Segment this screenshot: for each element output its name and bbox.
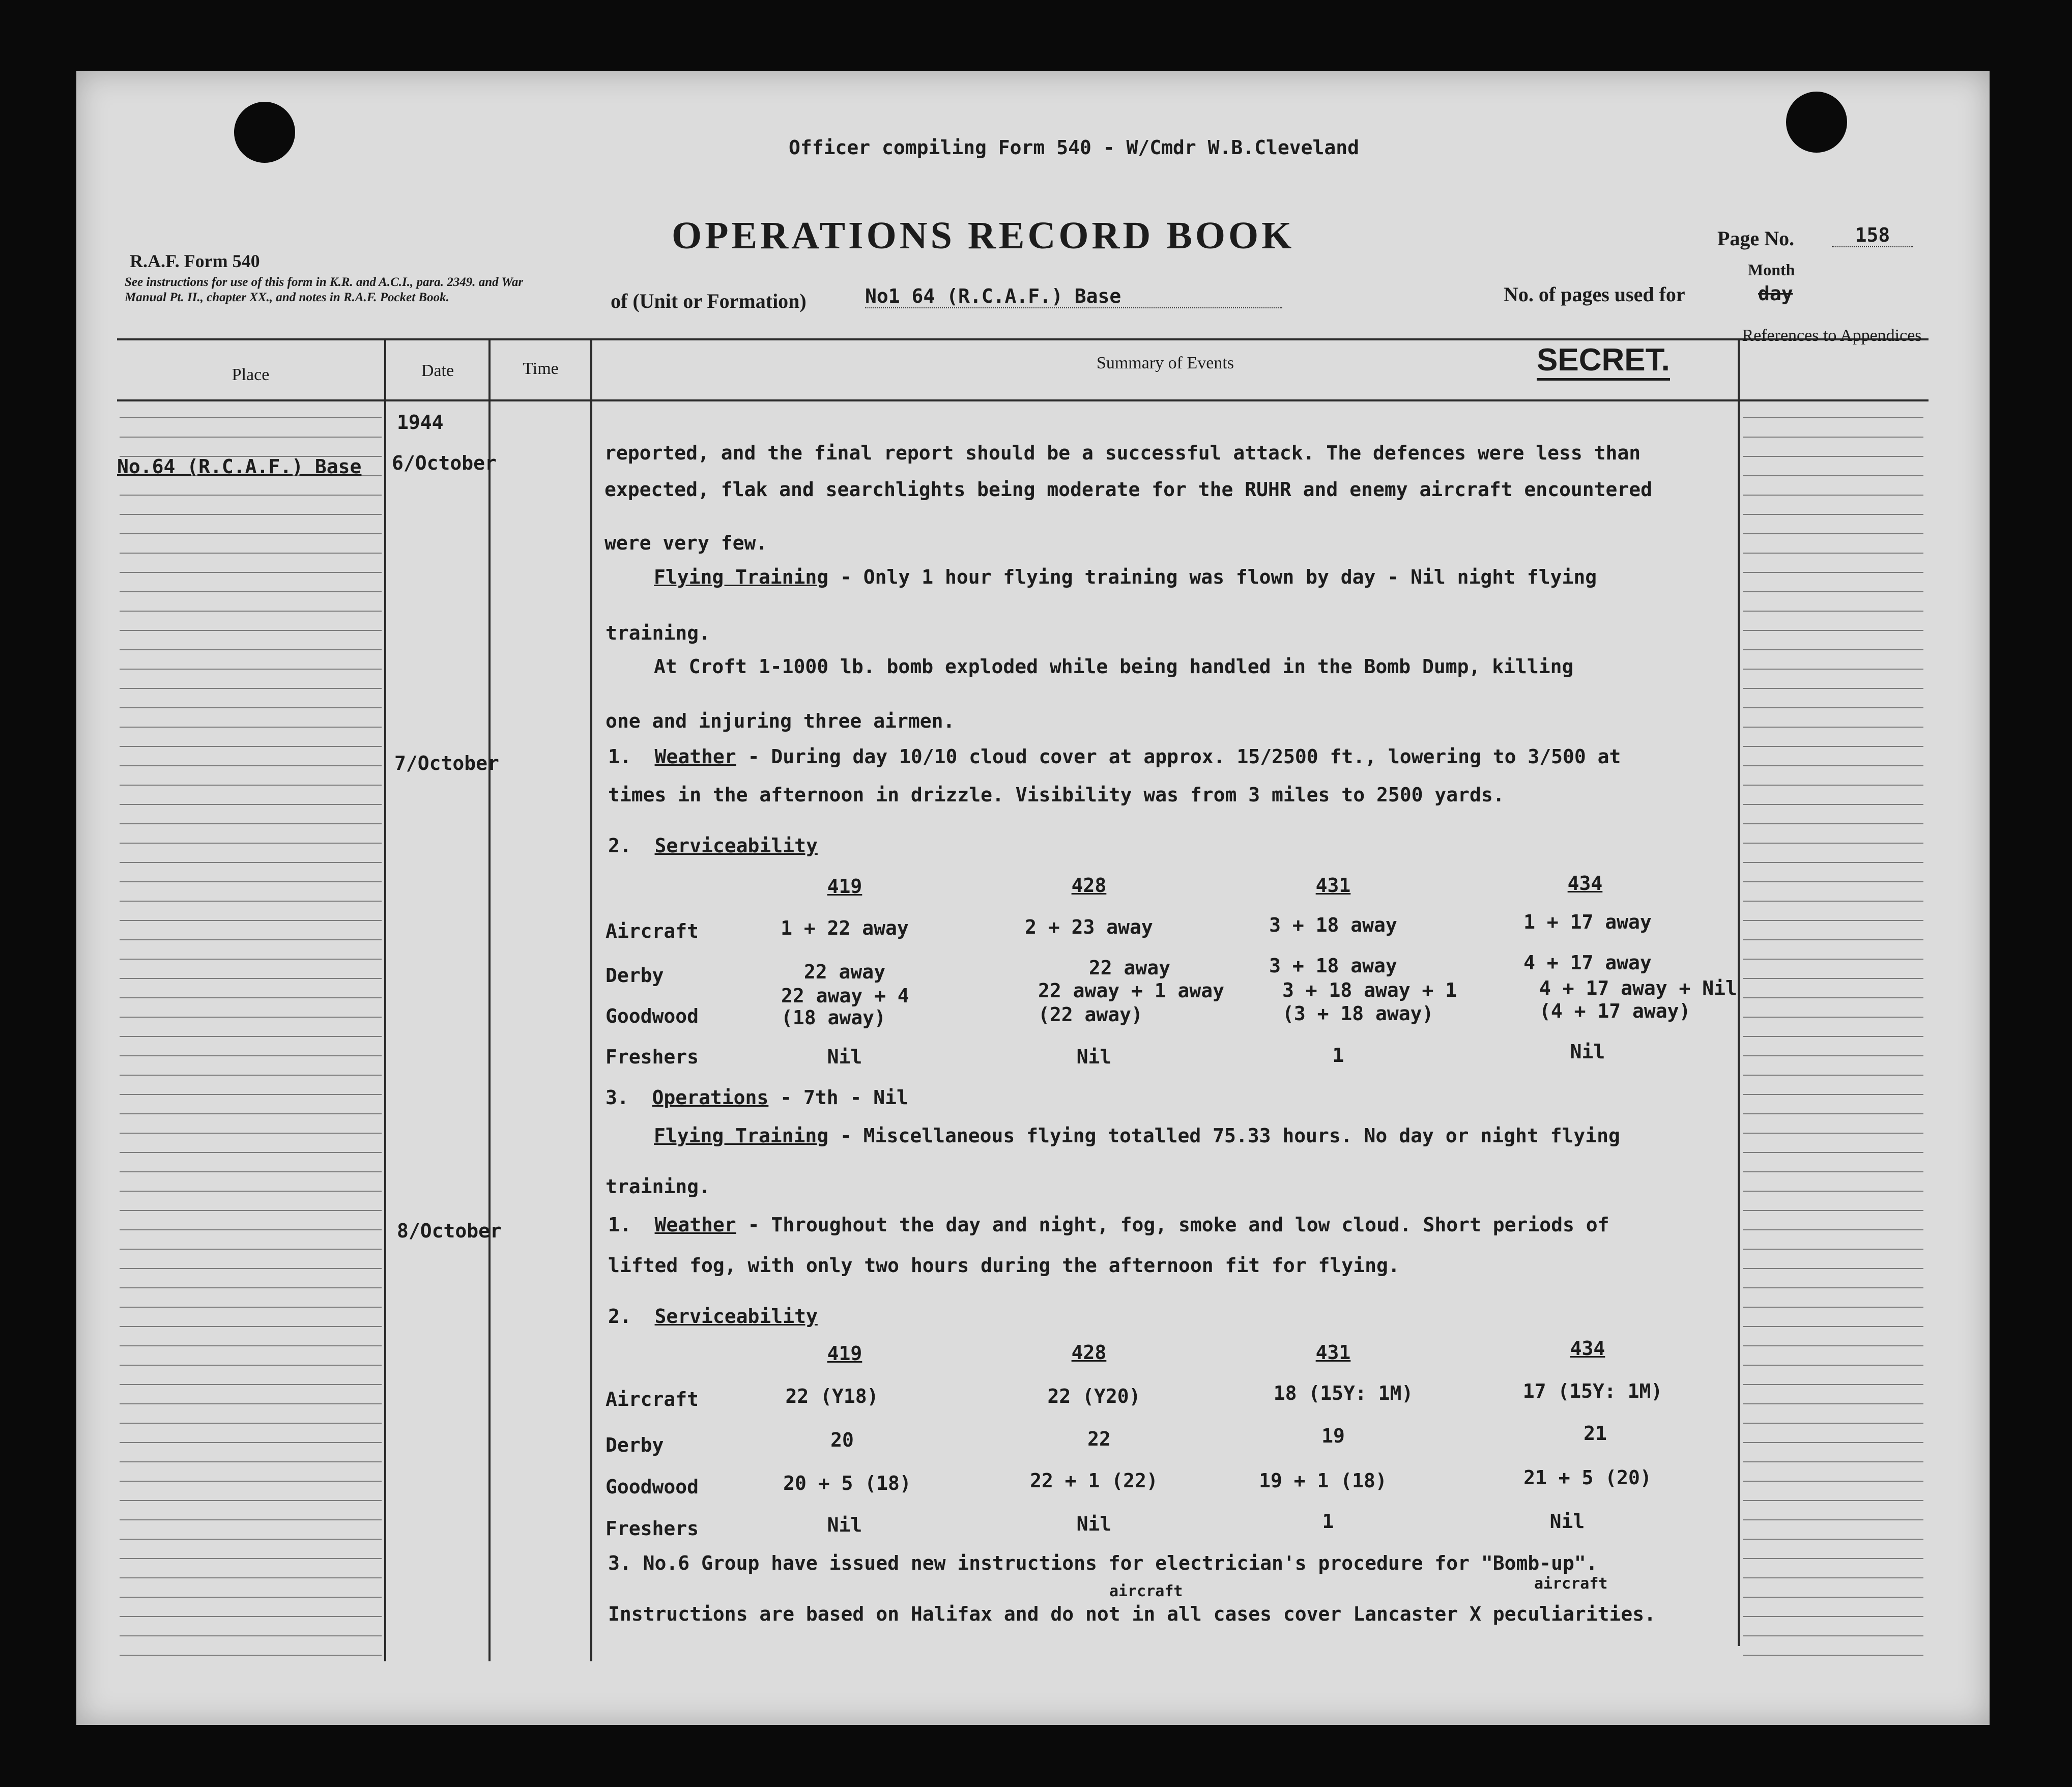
ruled-line (120, 1326, 382, 1327)
operations-7 (606, 1086, 908, 1109)
ruled-line (1743, 1365, 1923, 1366)
ruled-line (1743, 630, 1923, 631)
cell: 20 + 5 (18) (783, 1472, 911, 1494)
ruled-line (120, 611, 382, 612)
ruled-line (1743, 1461, 1923, 1462)
flying-training-6 (654, 566, 1597, 588)
ruled-line (120, 746, 382, 747)
summary-line: At Croft 1-1000 lb. bomb exploded while being handled in the Bomb Dump, killing (654, 655, 1574, 678)
secret-stamp: SECRET. (1537, 342, 1670, 381)
ruled-line (120, 1655, 382, 1656)
ruled-line (120, 978, 382, 979)
ruled-line (120, 1307, 382, 1308)
cell: (18 away) (781, 1006, 886, 1029)
ruled-line (120, 1345, 382, 1346)
ruled-line (120, 1268, 382, 1269)
instructions-line: Instructions are based on Halifax and do not in all cases cover Lancaster X peculiarities. (608, 1603, 1656, 1625)
summary-refs-divider (1738, 338, 1740, 1646)
ruled-line (120, 1597, 382, 1598)
ruled-line (120, 572, 382, 573)
row-label-derby: Derby (606, 1434, 664, 1456)
date-time-divider (488, 338, 491, 1661)
cell: Nil (827, 1514, 862, 1536)
ruled-line (120, 939, 382, 940)
row-label-freshers: Freshers (606, 1517, 699, 1540)
operations-text: - 7th - Nil (768, 1086, 908, 1109)
ruled-line (120, 1055, 382, 1056)
ruled-line (120, 901, 382, 902)
row-label-goodwood: Goodwood (606, 1476, 699, 1498)
ruled-line (120, 1017, 382, 1018)
ruled-line (120, 688, 382, 689)
flying-training-7 (654, 1125, 1620, 1147)
cell: 3 + 18 away (1269, 914, 1397, 936)
place-date-divider (384, 338, 386, 1661)
ruled-line (1743, 1171, 1923, 1172)
ruled-line (1743, 1287, 1923, 1288)
ruled-line (120, 1287, 382, 1288)
ruled-line (120, 1539, 382, 1540)
ruled-line (120, 920, 382, 921)
unit-value: No1 64 (R.C.A.F.) Base (865, 285, 1282, 308)
operations-heading: Operations (652, 1086, 769, 1109)
ruled-line (120, 630, 382, 631)
ruled-line (1743, 1229, 1923, 1230)
cell: 18 (15Y: 1M) (1273, 1382, 1414, 1404)
summary-line: training. (606, 622, 710, 644)
col-time: Time (523, 359, 559, 378)
ruled-line (120, 843, 382, 844)
date-7-october: 7/October (394, 752, 499, 774)
squadron-431: 431 (1315, 1341, 1351, 1364)
ruled-line (120, 1481, 382, 1482)
ruled-line (1743, 1423, 1923, 1424)
ruled-line (1743, 1635, 1923, 1636)
summary-line: were very few. (605, 532, 768, 554)
ruled-line (120, 1558, 382, 1559)
ruled-line (120, 1152, 382, 1153)
cell: 3 + 18 away (1269, 955, 1397, 977)
cell: Nil (827, 1046, 862, 1068)
ruled-line (1743, 417, 1923, 418)
cell: 2 + 23 away (1025, 916, 1153, 938)
page-number: 158 (1832, 224, 1913, 247)
cell: 20 (830, 1429, 854, 1451)
ruled-line (1743, 997, 1923, 998)
ruled-line (120, 765, 382, 766)
ruled-line (1743, 1113, 1923, 1114)
date-6-october: 6/October (392, 452, 497, 474)
form-id: R.A.F. Form 540 (130, 251, 260, 271)
ruled-line (120, 553, 382, 554)
row-label-freshers: Freshers (606, 1046, 699, 1068)
ruled-line (120, 1171, 382, 1172)
cell: 22 + 1 (22) (1030, 1469, 1158, 1492)
table-header-rule (117, 399, 1929, 401)
cell: Nil (1076, 1046, 1112, 1068)
ruled-line (1743, 1442, 1923, 1443)
serviceability-8 (608, 1305, 818, 1328)
pages-used-value: day (1758, 282, 1793, 305)
ruled-line (1743, 1055, 1923, 1056)
ruled-line (1743, 669, 1923, 670)
summary-line: lifted fog, with only two hours during the afternoon fit for flying. (608, 1254, 1400, 1277)
ruled-line (1743, 1539, 1923, 1540)
ruled-line (1743, 843, 1923, 844)
time-summary-divider (590, 338, 592, 1661)
squadron-431: 431 (1315, 874, 1351, 897)
cell: 17 (15Y: 1M) (1522, 1380, 1663, 1402)
squadron-428: 428 (1071, 874, 1107, 897)
ruled-line (1743, 823, 1923, 824)
weather-8 (608, 1214, 1609, 1236)
ruled-line (120, 417, 382, 418)
date-8-october: 8/October (397, 1220, 502, 1242)
ruled-line (120, 1210, 382, 1211)
ruled-line (120, 1094, 382, 1095)
ruled-line (1743, 1481, 1923, 1482)
ruled-line (1743, 920, 1923, 921)
ruled-line (1743, 785, 1923, 786)
ruled-line (1743, 939, 1923, 940)
ruled-line (1743, 1384, 1923, 1385)
ruled-line (1743, 591, 1923, 592)
ruled-line (120, 1191, 382, 1192)
ruled-line (120, 785, 382, 786)
ruled-line (1743, 1616, 1923, 1617)
summary-line: training. (606, 1175, 710, 1198)
cell: 1 + 17 away (1523, 911, 1652, 933)
ruled-line (120, 1519, 382, 1520)
ruled-line (1743, 514, 1923, 515)
ruled-line (120, 1365, 382, 1366)
col-date: Date (421, 361, 454, 380)
cell: 4 + 17 away + Nil (1539, 977, 1737, 999)
row-label-aircraft: Aircraft (606, 920, 699, 942)
ruled-line (1743, 533, 1923, 534)
squadron-428: 428 (1071, 1341, 1107, 1364)
cell: 19 + 1 (18) (1259, 1469, 1387, 1492)
ruled-line (1743, 727, 1923, 728)
cell: 22 away + 4 (781, 985, 909, 1007)
unit-label: of (Unit or Formation) (611, 290, 807, 312)
ruled-line (120, 669, 382, 670)
form-instructions: See instructions for use of this form in K.R. and A.C.I., para. 2349. and War Manual Pt. II., chapter XX., and notes in R.A.F. Pocket Book. (125, 275, 524, 304)
ruled-line (1743, 1210, 1923, 1211)
cell: 22 away (1088, 957, 1171, 979)
cell: (4 + 17 away) (1539, 1000, 1691, 1022)
row-label-aircraft: Aircraft (606, 1388, 699, 1410)
instructions-line: 3. No.6 Group have issued new instructions for electrician's procedure for "Bomb-up". (608, 1552, 1598, 1574)
ruled-line (120, 1577, 382, 1578)
ruled-line (1743, 1307, 1923, 1308)
ruled-line (120, 1133, 382, 1134)
ruled-line (1743, 456, 1923, 457)
ruled-line (1743, 649, 1923, 650)
weather-7 (608, 745, 1621, 768)
serviceability-heading: Serviceability (654, 1305, 818, 1328)
weather-text: - Throughout the day and night, fog, smoke and low cloud. Short periods of (736, 1214, 1609, 1236)
ruled-line (1743, 688, 1923, 689)
col-place: Place (232, 365, 270, 384)
ruled-line (1743, 1191, 1923, 1192)
ruled-line (120, 862, 382, 863)
ruled-line (1743, 437, 1923, 438)
summary-line: reported, and the final report should be a successful attack. The defences were less than (605, 442, 1641, 464)
squadron-434: 434 (1570, 1337, 1605, 1360)
ruled-line (1743, 1017, 1923, 1018)
ruled-line (1743, 881, 1923, 882)
serviceability-7 (608, 834, 818, 857)
ruled-line (1743, 1597, 1923, 1598)
ruled-line (120, 1635, 382, 1636)
ruled-line (1743, 765, 1923, 766)
ruled-line (120, 727, 382, 728)
ruled-line (120, 1616, 382, 1617)
flying-training-heading: Flying Training (654, 566, 829, 588)
squadron-419: 419 (827, 1342, 862, 1365)
cell: 19 (1321, 1425, 1345, 1447)
ruled-line (1743, 746, 1923, 747)
ruled-line (1743, 1558, 1923, 1559)
ruled-line (120, 514, 382, 515)
cell: (3 + 18 away) (1282, 1002, 1434, 1025)
ruled-line (1743, 1519, 1923, 1520)
ruled-line (120, 1036, 382, 1037)
ruled-line (1743, 1345, 1923, 1346)
punch-hole-right (1786, 92, 1847, 153)
weather-text: - During day 10/10 cloud cover at approx. 15/2500 ft., lowering to 3/500 at (736, 745, 1621, 768)
ruled-line (1743, 862, 1923, 863)
row-label-goodwood: Goodwood (606, 1005, 699, 1027)
ruled-line (120, 1075, 382, 1076)
ruled-line (120, 1249, 382, 1250)
cell: 1 (1322, 1510, 1334, 1533)
insertion-note: aircraft (1109, 1582, 1183, 1600)
weather-heading: Weather (654, 745, 736, 768)
ruled-line (120, 1384, 382, 1385)
cell: Nil (1570, 1041, 1605, 1063)
ruled-line (1743, 1500, 1923, 1501)
ruled-line (1743, 611, 1923, 612)
flying-training-heading: Flying Training (654, 1125, 829, 1147)
weather-heading: Weather (654, 1214, 736, 1236)
col-references: References to Appendices (1742, 326, 1922, 345)
ruled-line (1743, 1094, 1923, 1095)
page-label: Page No. (1717, 227, 1795, 250)
cell: Nil (1549, 1510, 1585, 1533)
cell: 22 away (803, 961, 886, 983)
cell: 22 away + 1 away (1038, 979, 1225, 1002)
serviceability-heading: Serviceability (654, 834, 818, 857)
ruled-line (120, 1229, 382, 1230)
cell: 22 (1087, 1428, 1111, 1450)
year: 1944 (397, 411, 444, 434)
ruled-line (120, 1113, 382, 1114)
ruled-line (1743, 804, 1923, 805)
ruled-line (120, 1403, 382, 1404)
ruled-line (1743, 475, 1923, 476)
ruled-line (1743, 1133, 1923, 1134)
summary-line: expected, flak and searchlights being moderate for the RUHR and enemy aircraft encountered (605, 478, 1653, 501)
pages-used-label: No. of pages used for (1504, 283, 1685, 306)
flying-training-text: - Miscellaneous flying totalled 75.33 hours. No day or night flying (828, 1125, 1620, 1147)
ruled-line (1743, 572, 1923, 573)
ruled-line (120, 591, 382, 592)
col-summary: Summary of Events (1096, 354, 1234, 372)
item-number: 2. (608, 1305, 631, 1328)
cell: 22 (Y18) (785, 1385, 879, 1407)
ruled-line (1743, 1403, 1923, 1404)
squadron-434: 434 (1567, 872, 1603, 895)
cell: 21 (1584, 1422, 1607, 1445)
ruled-line (120, 997, 382, 998)
row-label-derby: Derby (606, 964, 664, 987)
cell: 4 + 17 away (1523, 952, 1652, 974)
cell: Nil (1076, 1513, 1112, 1535)
ruled-line (120, 881, 382, 882)
ruled-line (120, 804, 382, 805)
ruled-line (120, 533, 382, 534)
month-label: Month (1748, 261, 1795, 279)
ruled-line (1743, 959, 1923, 960)
cell: 1 + 22 away (781, 917, 909, 939)
ruled-line (1743, 707, 1923, 708)
cell: 21 + 5 (20) (1523, 1466, 1652, 1489)
item-number: 2. (608, 834, 631, 857)
ruled-line (120, 1423, 382, 1424)
ruled-line (120, 1500, 382, 1501)
ruled-line (120, 1442, 382, 1443)
ruled-line (120, 823, 382, 824)
cell: 1 (1332, 1044, 1344, 1067)
table-top-rule (117, 338, 1929, 340)
ruled-line (120, 437, 382, 438)
ruled-line (1743, 1249, 1923, 1250)
ruled-line (120, 649, 382, 650)
ruled-line (120, 1461, 382, 1462)
item-number: 3. (606, 1086, 629, 1109)
ruled-line (1743, 495, 1923, 496)
ruled-line (120, 959, 382, 960)
ruled-line (1743, 1075, 1923, 1076)
item-number: 1. (608, 1214, 631, 1236)
summary-line: times in the afternoon in drizzle. Visibility was from 3 miles to 2500 yards. (608, 784, 1505, 806)
ruled-line (1743, 1152, 1923, 1153)
summary-line: one and injuring three airmen. (606, 710, 955, 732)
ruled-line (1743, 901, 1923, 902)
squadron-419: 419 (827, 875, 862, 898)
item-number: 1. (608, 745, 631, 768)
insertion-note: aircraft (1534, 1575, 1608, 1593)
ruled-line (1743, 1655, 1923, 1656)
ruled-line (120, 707, 382, 708)
page-title: OPERATIONS RECORD BOOK (672, 214, 1295, 257)
cell: 22 (Y20) (1047, 1385, 1141, 1407)
ruled-line (120, 495, 382, 496)
cell: 3 + 18 away + 1 (1282, 979, 1457, 1001)
punch-hole-left (234, 102, 295, 163)
flying-training-text: - Only 1 hour flying training was flown by day - Nil night flying (828, 566, 1597, 588)
ruled-line (1743, 978, 1923, 979)
ruled-line (1743, 1036, 1923, 1037)
ruled-line (1743, 1577, 1923, 1578)
place-entry: No.64 (R.C.A.F.) Base (117, 455, 362, 478)
cell: (22 away) (1038, 1003, 1143, 1026)
ruled-line (1743, 553, 1923, 554)
officer-compiling: Officer compiling Form 540 - W/Cmdr W.B.Cleveland (789, 136, 1360, 159)
ruled-line (1743, 1326, 1923, 1327)
ruled-line (1743, 1268, 1923, 1269)
